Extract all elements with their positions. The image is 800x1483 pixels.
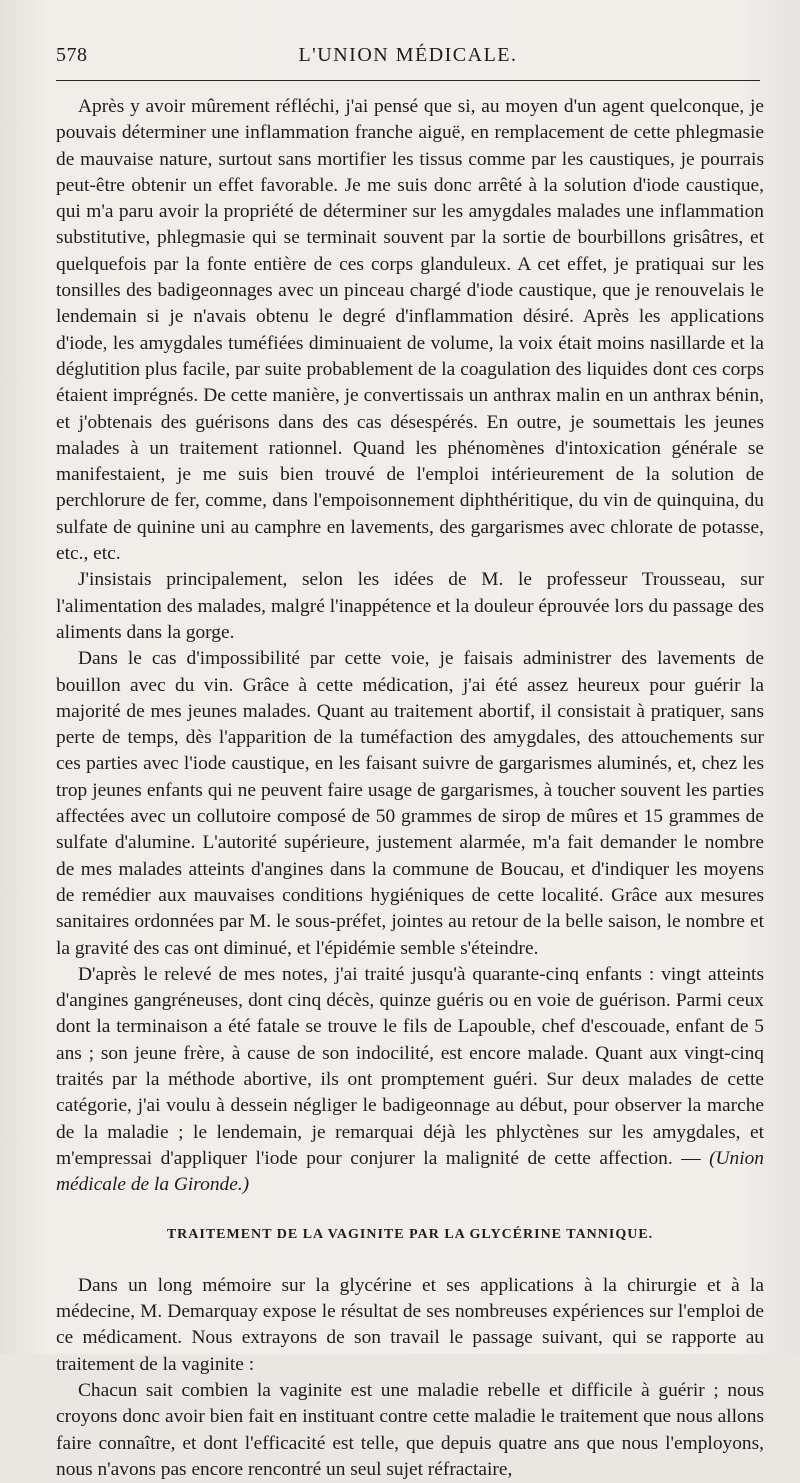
paragraph-1: Après y avoir mûrement réfléchi, j'ai pensé que si, au moyen d'un agent quelconque, je pouvais déterminer une inflammation franche aiguë, en remplacement de cette phlegmasie de mauvaise nature, surtout sans mortifier les tissus comme par les caustiques, je pourrais peut-être obtenir un effet favorable. Je me suis donc arrêté à la solution d'iode caustique, qui m'a paru avoir la propriété de déterminer sur les amygdales malades une inflammation substitutive, phlegmasie qui se terminait souvent par la sortie de bourbillons grisâtres, et quelquefois par la fonte entière de ces corps glanduleux. A cet effet, je pratiquai sur les tonsilles des badigeonnages avec un pinceau chargé d'iode caustique, que je renouvelais le lendemain si je n'avais obtenu le degré d'inflammation désiré. Après les applications d'iode, les amygdales tuméfiées diminuaient de volume, la voix était moins nasillarde et la déglutition plus facile, par suite probablement de la coagulation des liquides dont ces corps étaient imprégnés. De cette manière, je convertissais un anthrax malin en un anthrax bénin, et j'obtenais des guérisons dans des cas désespérés. En outre, je soumettais les jeunes malades à un traitement rationnel. Quand les phénomènes d'intoxication générale se manifestaient, je me suis bien trouvé de l'emploi intérieurement de la solution de perchlorure de fer, comme, dans l'empoisonnement diphthéritique, du vin de quinquina, du sulfate de quinine uni au camphre en lavements, des gargarismes avec chlorate de potasse, etc., etc.: [56, 96, 764, 565]
paragraph-6: Chacun sait combien la vaginite est une maladie rebelle et difficile à guérir ; nous croyons donc avoir bien fait en instituant contre cette maladie le traitement que nous allons faire connaître, et dont l'efficacité est telle, que depuis quatre ans que nous l'employons, nous n'avons pas encore rencontré un seul sujet réfractaire,: [56, 1379, 764, 1480]
paragraph-5: Dans un long mémoire sur la glycérine et ses applications à la chirurgie et à la médecine, M. Demarquay expose le résultat de ses nombreuses expériences sur l'emploi de ce médicament. Nous extrayons de son travail le passage suivant, qui se rapporte au traitement de la vaginite :: [56, 1274, 764, 1375]
paragraph-2: J'insistais principalement, selon les idées de M. le professeur Trousseau, sur l'alimentation des malades, malgré l'inappétence et la douleur éprouvée lors du passage des aliments dans la gorge.: [56, 569, 764, 643]
paragraph-4-text: D'après le relevé de mes notes, j'ai traité jusqu'à quarante-cinq enfants : vingt atteints d'angines gangréneuses, dont cinq décès, quinze guéris ou en voie de guérison. Parmi ceux dont la terminaison a été fatale se trouve le fils de Lapouble, chef d'escouade, enfant de 5 ans ; son jeune frère, à cause de son indocilité, est encore malade. Quant aux vingt-cinq traités par la méthode abortive, ils ont promptement guéri. Sur deux malades de cette catégorie, j'ai voulu à dessein négliger le badigeonnage au début, pour observer la marche de la maladie ; le lendemain, je remarquai déjà les phlyctènes sur les amygdales, et m'empressai d'appliquer l'iode pour conjurer la malignité de cette affection. —: [56, 963, 764, 1169]
page-header: [56, 36, 760, 76]
running-title: L'UNION MÉDICALE.: [298, 44, 518, 66]
section-title: TRAITEMENT DE LA VAGINITE PAR LA GLYCÉRINE TANNIQUE.: [166, 1227, 654, 1243]
source-note: (Union médicale de la Gironde.): [56, 1147, 764, 1196]
header-rule: [56, 80, 760, 81]
paragraph-4: [56, 962, 764, 1199]
article-body: [56, 94, 764, 1483]
paragraph-3: Dans le cas d'impossibilité par cette voie, je faisais administrer des lavements de bouillon avec du vin. Grâce à cette médication, j'ai été assez heureux pour guérir la majorité de mes jeunes malades. Quant au traitement abortif, il consistait à pratiquer, sans perte de temps, dès l'apparition de la tuméfaction des amygdales, des attouchements sur ces parties avec l'iode caustique, en les faisant suivre de gargarismes aluminés, et, chez les trop jeunes enfants qui ne peuvent faire usage de gargarismes, à toucher souvent les parties affectées avec un collutoire composé de 50 grammes de sirop de mûres et 15 grammes de sulfate d'alumine. L'autorité supérieure, justement alarmée, m'a fait demander le nombre de mes malades atteints d'angines dans la commune de Boucau, et d'indiquer les moyens de remédier aux mauvaises conditions hygiéniques de cette localité. Grâce aux mesures sanitaires ordonnées par M. le sous-préfet, jointes au retour de la belle saison, le nombre et la gravité des cas ont diminué, et l'épidémie semble s'éteindre.: [56, 648, 764, 959]
page-number: 578: [56, 44, 88, 66]
